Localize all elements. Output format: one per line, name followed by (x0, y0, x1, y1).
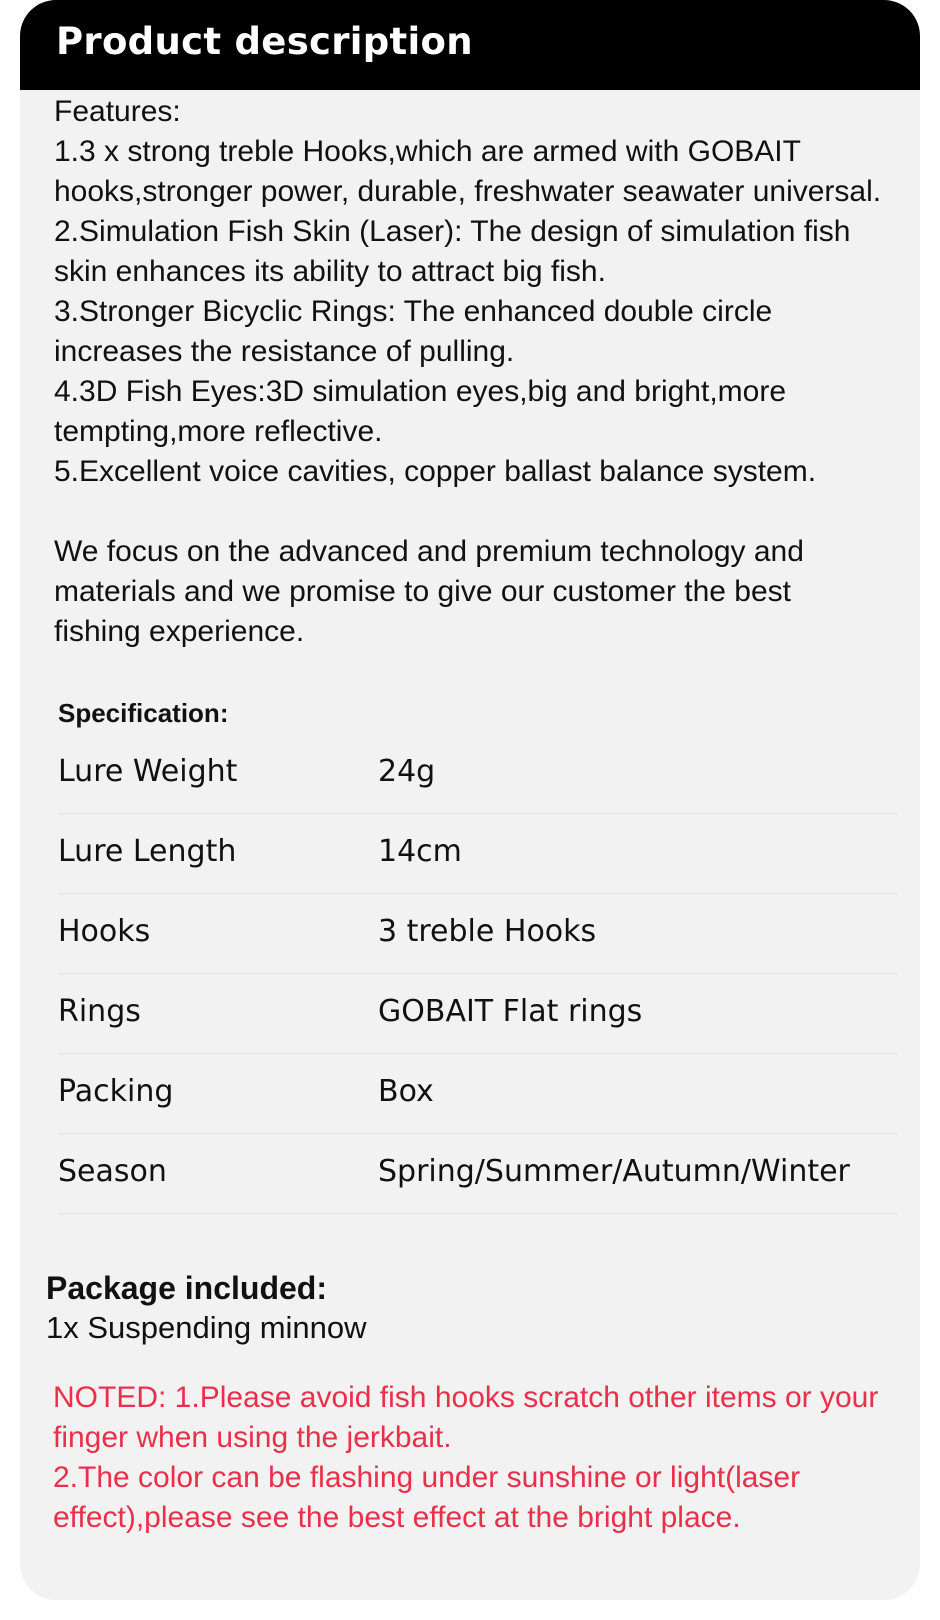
feature-item-1: 1.3 x strong treble Hooks,which are armed with GOBAIT hooks,stronger power, durable, freshwater seawater universal. (54, 135, 882, 208)
header-bar (20, 0, 920, 90)
spec-key: Season (58, 1154, 167, 1189)
features-section (54, 92, 884, 652)
paragraph-gap (54, 492, 884, 532)
feature-item-3: 3.Stronger Bicyclic Rings: The enhanced double circle increases the resistance of pulling. (54, 295, 773, 368)
spec-row (58, 1134, 898, 1214)
spec-row (58, 734, 898, 814)
spec-row (58, 1054, 898, 1134)
spec-key: Packing (58, 1074, 174, 1109)
spec-key: Rings (58, 994, 141, 1029)
product-description-card (20, 0, 920, 1600)
spec-row (58, 814, 898, 894)
spec-value: Spring/Summer/Autumn/Winter (378, 1154, 850, 1189)
feature-item-4: 4.3D Fish Eyes:3D simulation eyes,big and bright,more tempting,more reflective. (54, 375, 787, 448)
specification-table (58, 734, 898, 1214)
spec-key: Lure Weight (58, 754, 238, 789)
noted-line-2: 2.The color can be flashing under sunshine or light(laser effect),please see the best effect at the bright place. (53, 1461, 801, 1534)
spec-value: GOBAIT Flat rings (378, 994, 643, 1029)
specification-title: Specification: (58, 698, 229, 728)
spec-value: 3 treble Hooks (378, 914, 597, 949)
noted-section (53, 1378, 883, 1538)
spec-row (58, 974, 898, 1054)
spec-value: Box (378, 1074, 434, 1109)
noted-line-1: NOTED: 1.Please avoid fish hooks scratch other items or your finger when using the jerkbait. (53, 1381, 879, 1454)
feature-item-2: 2.Simulation Fish Skin (Laser): The design of simulation fish skin enhances its ability to attract big fish. (54, 215, 851, 288)
spec-key: Lure Length (58, 834, 237, 869)
spec-value: 24g (378, 754, 436, 789)
package-item: 1x Suspending minnow (46, 1310, 367, 1345)
package-title: Package included: (46, 1270, 327, 1306)
feature-item-5: 5.Excellent voice cavities, copper ballast balance system. (54, 455, 817, 488)
spec-row (58, 894, 898, 974)
header-title: Product description (56, 20, 473, 63)
promise-text: We focus on the advanced and premium technology and materials and we promise to give our customer the best fishing experience. (54, 535, 804, 648)
features-heading: Features: (54, 95, 181, 128)
spec-value: 14cm (378, 834, 462, 869)
spec-key: Hooks (58, 914, 151, 949)
